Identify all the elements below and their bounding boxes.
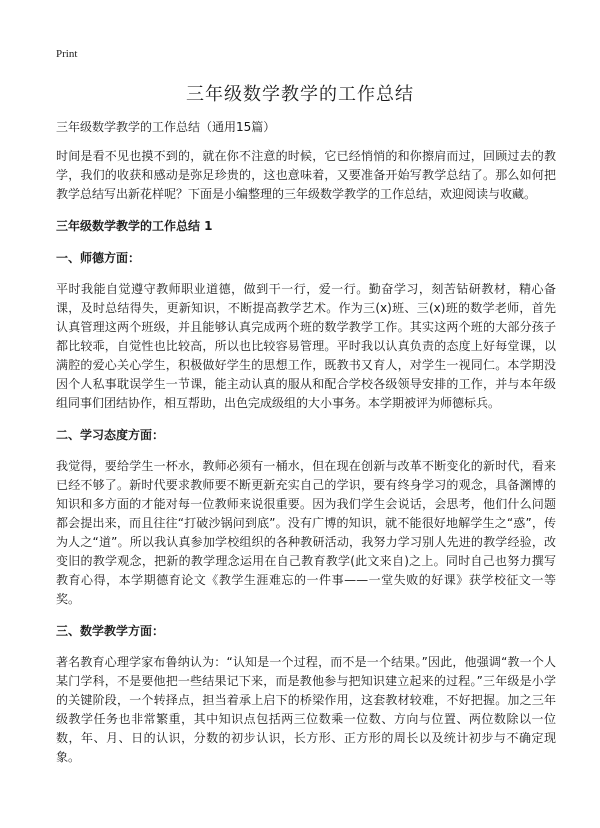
section-body-teaching: 著名教育心理学家布鲁纳认为：“认知是一个过程，而不是一个结果。”因此，他强调“教一个人某门学科，不是要他把一些结果记下来，而是教他参与把知识建立起来的过程。”三年级是小学的关键阶段，一个转择点，担当着承上启下的桥梁作用，这套教材较难，不好把握。加之三年级教学任务也非常繁重，其中知识点包括两三位数乘一位数、方向与位置、两位数除以一位数，年、月、日的认识，分数的初步认识，长方形、正方形的周长以及统计初步与不确定现象。 — [56, 655, 556, 764]
section-body-attitude: 我觉得，要给学生一杯水，教师必须有一桶水，但在现在创新与改革不断变化的新时代，看来已经不够了。新时代要求教师要不断更新充实自己的学识，要有终身学习的观念，具备渊博的知识和多方面的才能对每一位教师来说很重要。因为我们学生会说话，会思考，他们什么问题都会提出来，而且往往“打破沙锅问到底”。没有广博的知识，就不能很好地解学生之“惑”，传为人之“道”。所以我认真参加学校组织的各种教研活动，我努力学习别人先进的教学经验，改变旧的教学观念，把新的教学理念运用在自己教育教学(此文来自)之上。同时自己也努力撰写教育心得，本学期德育论文《教学生涯难忘的一件事——一堂失败的好课》获学校征文一等奖。 — [56, 459, 556, 606]
document-body — [56, 118, 556, 775]
section-body-ethics: 平时我能自觉遵守教师职业道德，做到干一行，爱一行。勤奋学习，刻苦钻研教材，精心备课，及时总结得失，更新知识，不断提高教学艺术。作为三(x)班、三(x)班的数学老师，首先认真管理这两个班级，并且能够认真完成两个班的数学教学工作。其实这两个班的大部分孩子都比较乖，自觉性也比较高，所以也比较容易管理。平时我以认真负责的态度上好每堂课，以满腔的爱心关心学生，积极做好学生的思想工作，既教书又育人，对学生一视同仁。本学期没因个人私事耽误学生一节课，能主动认真的服从和配合学校各级领导安排的工作，并与本年级组同事们团结协作，相互帮助，出色完成级组的大小事务。本学期被评为师德标兵。 — [56, 282, 556, 410]
page-title: 三年级数学教学的工作总结 — [186, 84, 414, 105]
intro-paragraph: 时间是看不见也摸不到的，就在你不注意的时候，它已经悄悄的和你擦肩而过，回顾过去的教学，我们的收获和感动是弥足珍贵的，这也意味着，又要准备开始写教学总结了。那么如何把教学总结写出新花样呢？下面是小编整理的三年级数学教学的工作总结，欢迎阅读与收藏。 — [56, 149, 556, 201]
section-heading-teaching: 三、数学教学方面： — [56, 624, 165, 638]
print-link[interactable]: Print — [56, 48, 78, 60]
document-subtitle: 三年级数学教学的工作总结（通用15篇） — [56, 120, 276, 134]
section-heading-ethics: 一、师德方面： — [56, 251, 141, 265]
article-heading: 三年级数学教学的工作总结 1 — [56, 219, 213, 233]
section-heading-attitude: 二、学习态度方面： — [56, 428, 165, 442]
